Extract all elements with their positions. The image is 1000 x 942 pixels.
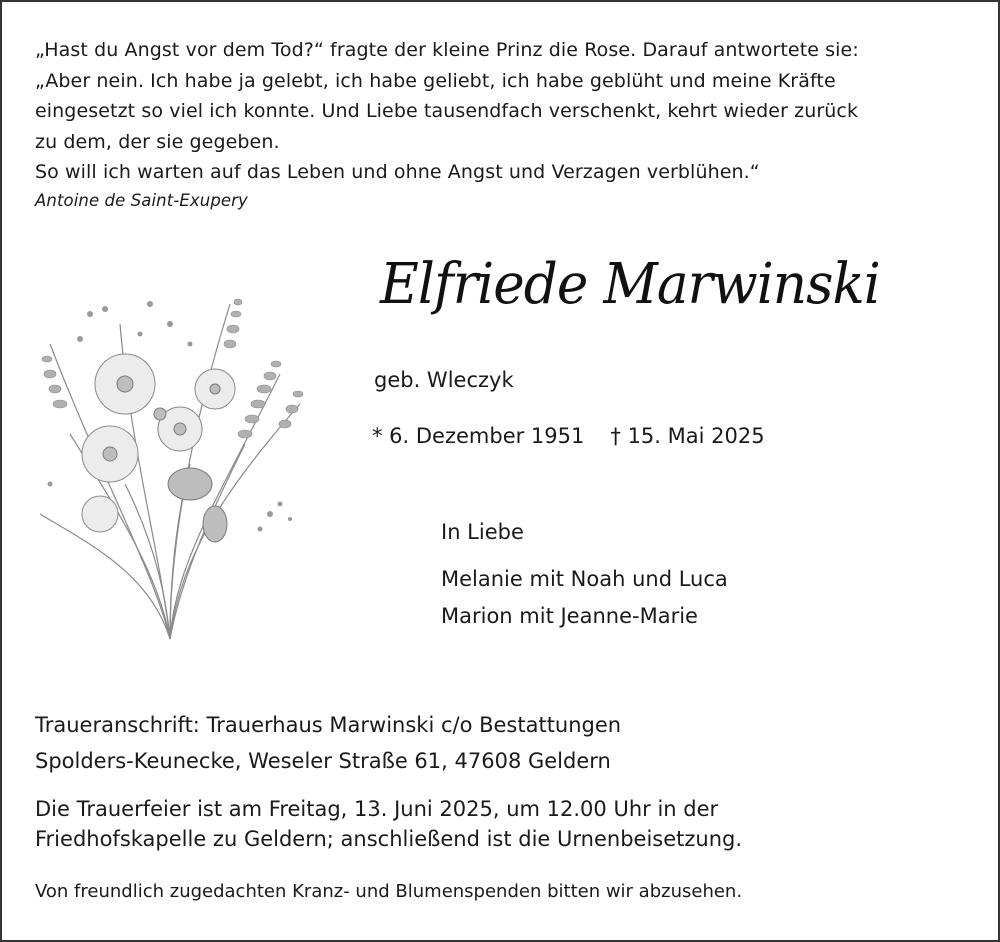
address-line: Traueranschrift: Trauerhaus Marwinski c/o Bestattungen <box>35 713 622 737</box>
quote-author: Antoine de Saint-Exupery <box>35 190 248 210</box>
mourner-line: Marion mit Jeanne-Marie <box>441 604 698 628</box>
mourners-block <box>441 514 728 635</box>
ceremony-info <box>35 794 975 854</box>
address-line: Spolders-Keunecke, Weseler Straße 61, 47608 Geldern <box>35 749 611 773</box>
ceremony-line: Die Trauerfeier ist am Freitag, 13. Juni 2025, um 12.00 Uhr in der <box>35 797 719 821</box>
quote-line: „Aber nein. Ich habe ja gelebt, ich habe geliebt, ich habe geblüht und meine Kräfte <box>35 69 836 92</box>
closing-note: Von freundlich zugedachten Kranz- und Blumenspenden bitten wir abzusehen. <box>35 881 743 902</box>
mourning-address <box>35 707 975 779</box>
death-date: † 15. Mai 2025 <box>610 424 765 448</box>
flower-bouquet-icon <box>30 284 310 644</box>
quote-line: zu dem, der sie gegeben. <box>35 130 280 153</box>
quote-block <box>35 35 965 214</box>
quote-line: So will ich warten auf das Leben und ohne Angst und Verzagen verblühen.“ <box>35 161 760 183</box>
deceased-name: Elfriede Marwinski <box>380 252 880 317</box>
mourners-intro: In Liebe <box>441 520 524 544</box>
ceremony-line: Friedhofskapelle zu Geldern; anschließend ist die Urnenbeisetzung. <box>35 827 743 851</box>
life-dates <box>372 424 765 448</box>
mourner-line: Melanie mit Noah und Luca <box>441 567 728 591</box>
birth-name: geb. Wleczyk <box>374 368 514 392</box>
quote-line: „Hast du Angst vor dem Tod?“ fragte der kleine Prinz die Rose. Darauf antwortete sie: <box>35 39 859 61</box>
birth-date: * 6. Dezember 1951 <box>372 424 585 448</box>
quote-line: eingesetzt so viel ich konnte. Und Liebe tausendfach verschenkt, kehrt wieder zurück <box>35 100 859 122</box>
